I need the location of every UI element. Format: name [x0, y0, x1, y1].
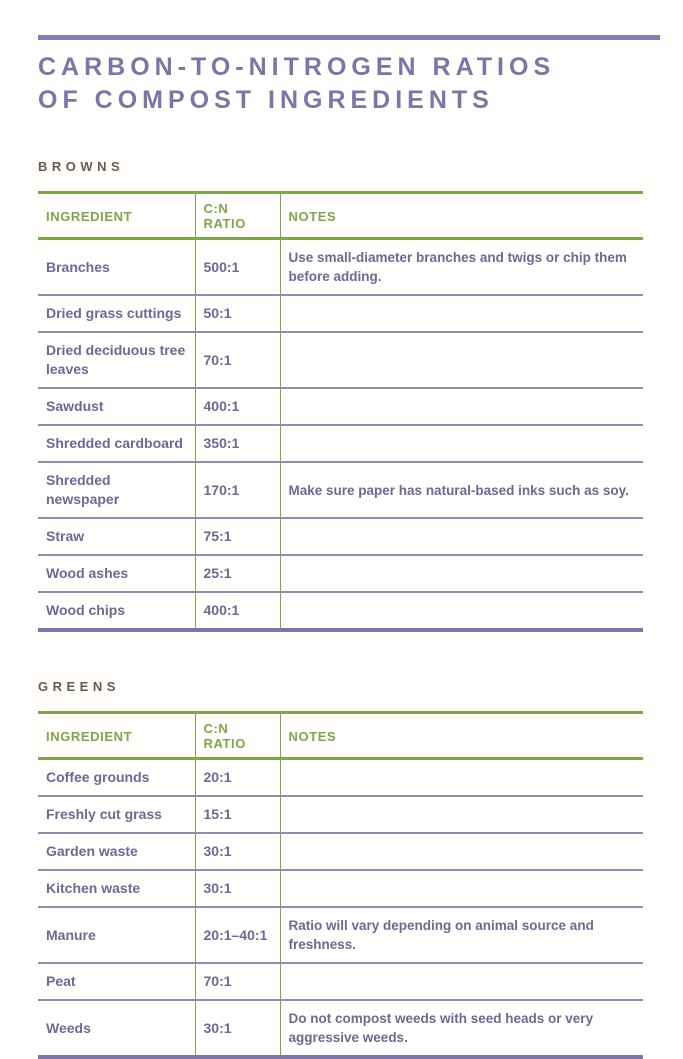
table-row — [38, 833, 643, 870]
ratio-cell: 170:1 — [195, 462, 280, 518]
table-row — [38, 332, 643, 388]
notes-cell — [280, 295, 643, 332]
table-row — [38, 555, 643, 592]
table-row — [38, 963, 643, 1000]
column-header-ingredient: INGREDIENT — [38, 713, 195, 759]
ingredient-cell: Weeds — [38, 1000, 195, 1057]
page-title-line-1: CARBON-TO-NITROGEN RATIOS — [38, 53, 556, 81]
notes-cell — [280, 796, 643, 833]
notes-cell — [280, 963, 643, 1000]
section-label-browns: BROWNS — [38, 159, 125, 174]
ingredient-cell: Wood chips — [38, 592, 195, 630]
notes-cell — [280, 332, 643, 388]
greens-table — [38, 711, 643, 1059]
table-row — [38, 592, 643, 630]
column-header-ratio: C:N RATIO — [195, 193, 280, 239]
ratio-cell: 30:1 — [195, 833, 280, 870]
column-header-ingredient: INGREDIENT — [38, 193, 195, 239]
ingredient-cell: Sawdust — [38, 388, 195, 425]
ratio-cell: 70:1 — [195, 963, 280, 1000]
ratio-cell: 350:1 — [195, 425, 280, 462]
ingredient-cell: Straw — [38, 518, 195, 555]
ratio-cell: 20:1–40:1 — [195, 907, 280, 963]
notes-cell — [280, 870, 643, 907]
ingredient-cell: Manure — [38, 907, 195, 963]
notes-cell — [280, 425, 643, 462]
table-row — [38, 518, 643, 555]
ratio-cell: 50:1 — [195, 295, 280, 332]
title-rule — [38, 35, 660, 40]
table-row — [38, 759, 643, 797]
notes-cell — [280, 518, 643, 555]
table-row — [38, 462, 643, 518]
table-row — [38, 425, 643, 462]
ingredient-cell: Wood ashes — [38, 555, 195, 592]
column-header-notes: NOTES — [280, 713, 643, 759]
section-label-greens: GREENS — [38, 679, 120, 694]
notes-cell: Make sure paper has natural-based inks such as soy. — [280, 462, 643, 518]
notes-cell — [280, 759, 643, 797]
table-row — [38, 388, 643, 425]
browns-table — [38, 191, 643, 632]
ratio-cell: 30:1 — [195, 870, 280, 907]
ratio-cell: 500:1 — [195, 239, 280, 296]
column-header-ratio: C:N RATIO — [195, 713, 280, 759]
ratio-cell: 30:1 — [195, 1000, 280, 1057]
ingredient-cell: Shredded newspaper — [38, 462, 195, 518]
ingredient-cell: Kitchen waste — [38, 870, 195, 907]
notes-cell — [280, 592, 643, 630]
table-row — [38, 907, 643, 963]
table-header-row — [38, 193, 643, 239]
notes-cell: Use small-diameter branches and twigs or chip them before adding. — [280, 239, 643, 296]
table-row — [38, 295, 643, 332]
notes-cell — [280, 555, 643, 592]
ingredient-cell: Dried deciduous tree leaves — [38, 332, 195, 388]
ratio-cell: 400:1 — [195, 388, 280, 425]
ratio-cell: 25:1 — [195, 555, 280, 592]
table-row — [38, 1000, 643, 1057]
table-header-row — [38, 713, 643, 759]
column-header-notes: NOTES — [280, 193, 643, 239]
ratio-cell: 20:1 — [195, 759, 280, 797]
page-title — [38, 51, 683, 117]
table-row — [38, 870, 643, 907]
notes-cell: Do not compost weeds with seed heads or very aggressive weeds. — [280, 1000, 643, 1057]
ratio-cell: 400:1 — [195, 592, 280, 630]
ingredient-cell: Shredded cardboard — [38, 425, 195, 462]
ratio-cell: 15:1 — [195, 796, 280, 833]
ingredient-cell: Coffee grounds — [38, 759, 195, 797]
notes-cell — [280, 833, 643, 870]
ingredient-cell: Garden waste — [38, 833, 195, 870]
notes-cell — [280, 388, 643, 425]
ingredient-cell: Freshly cut grass — [38, 796, 195, 833]
table-row — [38, 796, 643, 833]
table-row — [38, 239, 643, 296]
page-title-line-2: OF COMPOST INGREDIENTS — [38, 86, 494, 114]
ingredient-cell: Branches — [38, 239, 195, 296]
ingredient-cell: Peat — [38, 963, 195, 1000]
ratio-cell: 70:1 — [195, 332, 280, 388]
ingredient-cell: Dried grass cuttings — [38, 295, 195, 332]
notes-cell: Ratio will vary depending on animal source and freshness. — [280, 907, 643, 963]
ratio-cell: 75:1 — [195, 518, 280, 555]
